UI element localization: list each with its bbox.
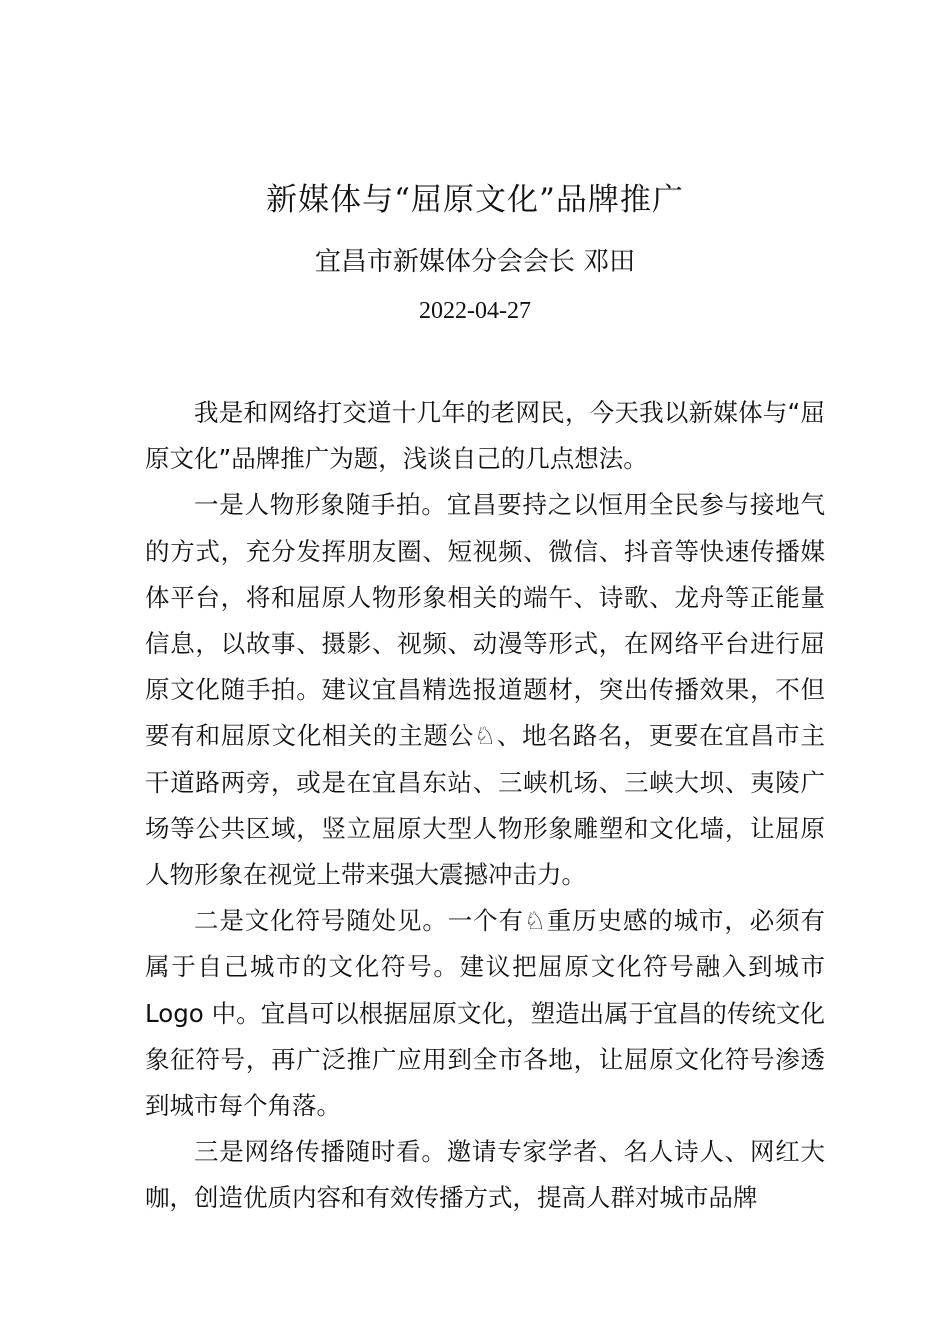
paragraph-point-2: 二是文化符号随处见。一个有♘重历史感的城市，必须有属于自己城市的文化符号。建议把屈原文化符号融入到城市 Logo 中。宜昌可以根据屈原文化，塑造出属于宜昌的传统文化象征符号，再广泛推广应用到全市各地，让屈原文化符号渗透到城市每个角落。 [145, 906, 825, 1121]
paragraph-point-3: 三是网络传播随时看。邀请专家学者、名人诗人、网红大咖，创造优质内容和有效传播方式，提高人群对城市品牌 [145, 1137, 825, 1213]
document-author: 宜昌市新媒体分会会长 邓田 [314, 247, 636, 277]
paragraph-intro: 我是和网络打交道十几年的老网民，今天我以新媒体与“屈原文化”品牌推广为题，浅谈自己的几点想法。 [145, 398, 825, 474]
paragraph-point-1: 一是人物形象随手拍。宜昌要持之以恒用全民参与接地气的方式，充分发挥朋友圈、短视频、微信、抖音等快速传播媒体平台，将和屈原人物形象相关的端午、诗歌、龙舟等正能量信息，以故事、摄影、视频、动漫等形式，在网络平台进行屈原文化随手拍。建议宜昌精选报道题材，突出传播效果，不但要有和屈原文化相关的主题公♘、地名路名，更要在宜昌市主干道路两旁，或是在宜昌东站、三峡机场、三峡大坝、夷陵广场等公共区域，竖立屈原大型人物形象雕塑和文化墙，让屈原人物形象在视觉上带来强大震撼冲击力。 [145, 490, 825, 890]
document-date: 2022-04-27 [419, 298, 531, 324]
document-body [145, 390, 825, 1222]
document-title: 新媒体与“屈原文化”品牌推广 [266, 182, 684, 218]
